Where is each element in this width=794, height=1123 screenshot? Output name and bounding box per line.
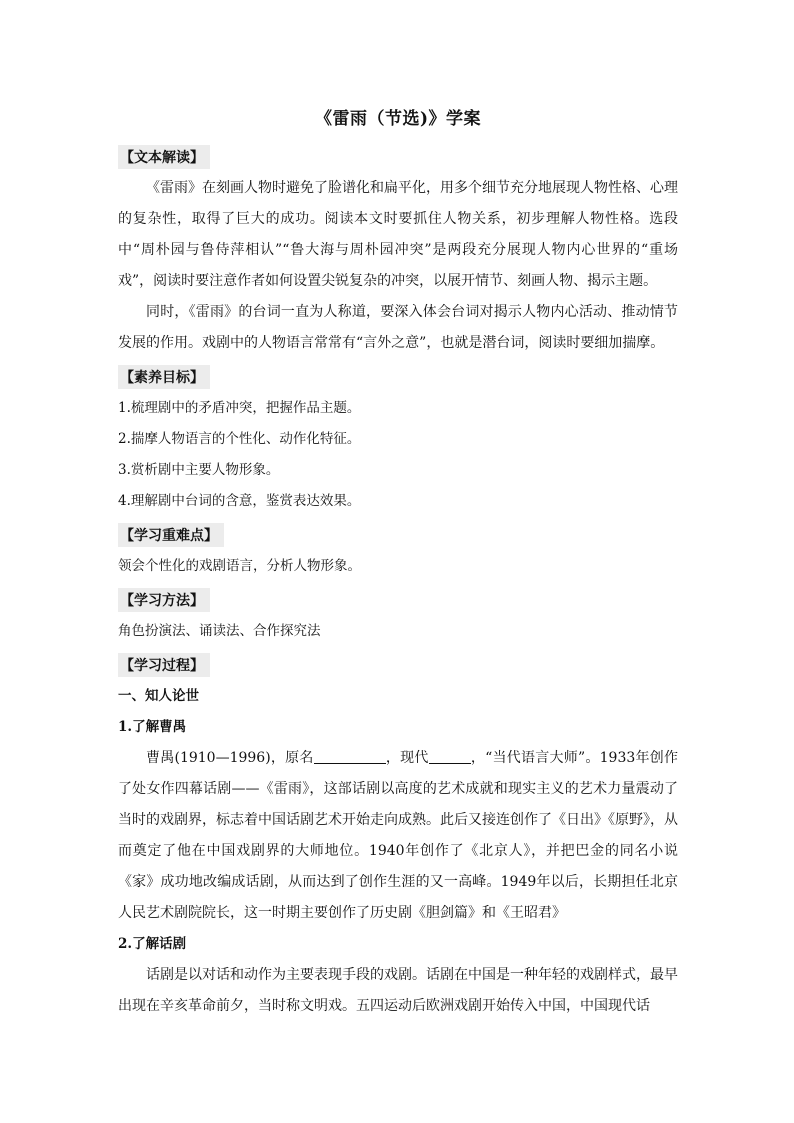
drama-paragraph: 话剧是以对话和动作为主要表现手段的戏剧。话剧在中国是一种年轻的戏剧样式，最早出现在辛亥革命前夕，当时称文明戏。五四运动后欧洲戏剧开始传入中国，中国现代话: [118, 967, 678, 1014]
subsection-drama-title: 2.了解话剧: [118, 936, 187, 952]
heading-key-points: 【学习重难点】: [118, 523, 224, 547]
fill-blank-profession[interactable]: [429, 749, 471, 764]
heading-process: 【学习过程】: [118, 653, 210, 677]
key-points-text: 领会个性化的戏剧语言，分析人物形象。: [118, 558, 361, 574]
heading-methods: 【学习方法】: [118, 588, 210, 612]
subsection-cao-yu-title: 1.了解曹禺: [118, 719, 187, 735]
reading-paragraph-1: 《雷雨》在刻画人物时避免了脸谱化和扁平化，用多个细节充分地展现人物性格、心理的复杂性，取得了巨大的成功。阅读本文时要抓住人物关系，初步理解人物性格。选段中“周朴园与鲁侍萍相认”“鲁大海与周朴园冲突”是两段充分展现人物内心世界的“重场戏”，阅读时要注意作者如何设置尖锐复杂的冲突，以展开情节、刻画人物、揭示主题。: [118, 180, 678, 289]
cao-yu-text-a: 曹禺(1910—1996)，原名: [146, 750, 314, 766]
fill-blank-original-name[interactable]: [314, 749, 386, 764]
cao-yu-text-b: ，现代: [385, 750, 429, 766]
reading-paragraph-2: 同时，《雷雨》的台词一直为人称道，要深入体会台词对揭示人物内心活动、推动情节发展的作用。戏剧中的人物语言常常有“言外之意”，也就是潜台词，阅读时要细加揣摩。: [118, 304, 678, 351]
goal-item: 2.揣摩人物语言的个性化、动作化特征。: [118, 431, 361, 447]
goal-item: 4.理解剧中台词的含意，鉴赏表达效果。: [118, 493, 361, 509]
goal-item: 3.赏析剧中主要人物形象。: [118, 462, 280, 478]
document-body: [118, 104, 678, 1022]
cao-yu-paragraph: [118, 743, 678, 929]
methods-text: 角色扮演法、诵读法、合作探究法: [118, 623, 321, 639]
goal-item: 1.梳理剧中的矛盾冲突，把握作品主题。: [118, 400, 361, 416]
heading-text-reading: 【文本解读】: [118, 145, 210, 169]
part-one-title: 一、知人论世: [118, 688, 199, 704]
cao-yu-text-c: ，“当代语言大师”。1933年创作了处女作四幕话剧——《雷雨》，这部话剧以高度的艺术成就和现实主义的艺术力量震动了当时的戏剧界，标志着中国话剧艺术开始走向成熟。此后又接连创作了《日出》《原野》，从而奠定了他在中国戏剧界的大师地位。1940年创作了《北京人》，并把巴金的同名小说《家》成功地改编成话剧，从而达到了创作生涯的又一高峰。1949年以后，长期担任北京人民艺术剧院院长，这一时期主要创作了历史剧《胆剑篇》和《王昭君》: [118, 750, 679, 921]
heading-goals: 【素养目标】: [118, 365, 210, 389]
page-title: 《雷雨（节选)》学案: [314, 109, 482, 129]
